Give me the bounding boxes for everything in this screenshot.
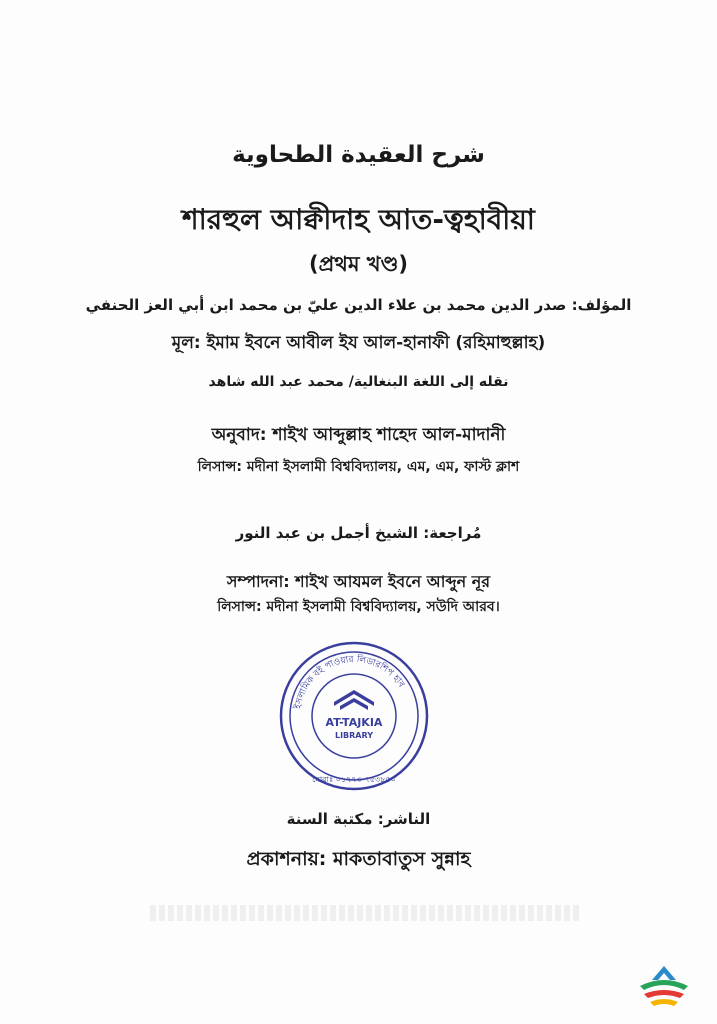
stamp-center-line2: LIBRARY bbox=[334, 731, 374, 740]
translator-license-line: লিসান্স: মদীনা ইসলামী বিশ্ববিদ্যালয়, এম, এম, ফাস্ট ক্লাশ bbox=[197, 459, 520, 475]
arabic-review-line: مُراجعة: الشيخ أجمل بن عبد النور bbox=[235, 524, 482, 542]
stamp-phone: মোবাঃ ০১৭৭৩-৭৫৩৮৫০ bbox=[312, 775, 396, 784]
bengali-editor-line: সম্পাদনা: শাইখ আযমল ইবনে আব্দুন নূর bbox=[226, 572, 491, 591]
bengali-book-title: শারহুল আক্বীদাহ আত-ত্বহাবীয়া bbox=[182, 203, 535, 236]
arabic-author-line: المؤلف: صدر الدين محمد بن علاء الدين عليّ بن محمد ابن أبي العز الحنفي bbox=[85, 296, 632, 314]
arabic-translator-line: نقله إلى اللغة البنغالية/ محمد عبد الله شاهد bbox=[208, 374, 509, 390]
stamp-center-line1: AT-TAJKIA bbox=[325, 716, 383, 729]
bengali-author-line: মূল: ইমাম ইবনে আবীল ইয আল-হানাফী (রহিমাহুল্লাহ) bbox=[171, 333, 546, 353]
volume-label: (প্রথম খণ্ড) bbox=[308, 252, 409, 276]
stamp-ring-text: ইসলামিক বই পাওয়ার লিডারশিপ হাব bbox=[293, 654, 406, 710]
bleed-through-line bbox=[150, 905, 580, 921]
bengali-translator-line: অনুবাদ: শাইখ আব্দুল্লাহ শাহেদ আল-মাদানী bbox=[211, 425, 506, 445]
tajkia-logo-icon bbox=[636, 962, 692, 1008]
library-stamp bbox=[278, 640, 430, 792]
bengali-publisher-line: প্রকাশনায়: মাকতাবাতুস সুন্নাহ bbox=[246, 848, 471, 870]
editor-license-line: লিসান্স: মদীনা ইসলামী বিশ্ববিদ্যালয়, সউদি আরব। bbox=[217, 599, 500, 615]
book-emblem-icon bbox=[334, 690, 374, 710]
arabic-book-title: شرح العقيدة الطحاوية bbox=[232, 142, 485, 168]
arabic-publisher-line: الناشر: مكتبة السنة bbox=[286, 810, 431, 828]
